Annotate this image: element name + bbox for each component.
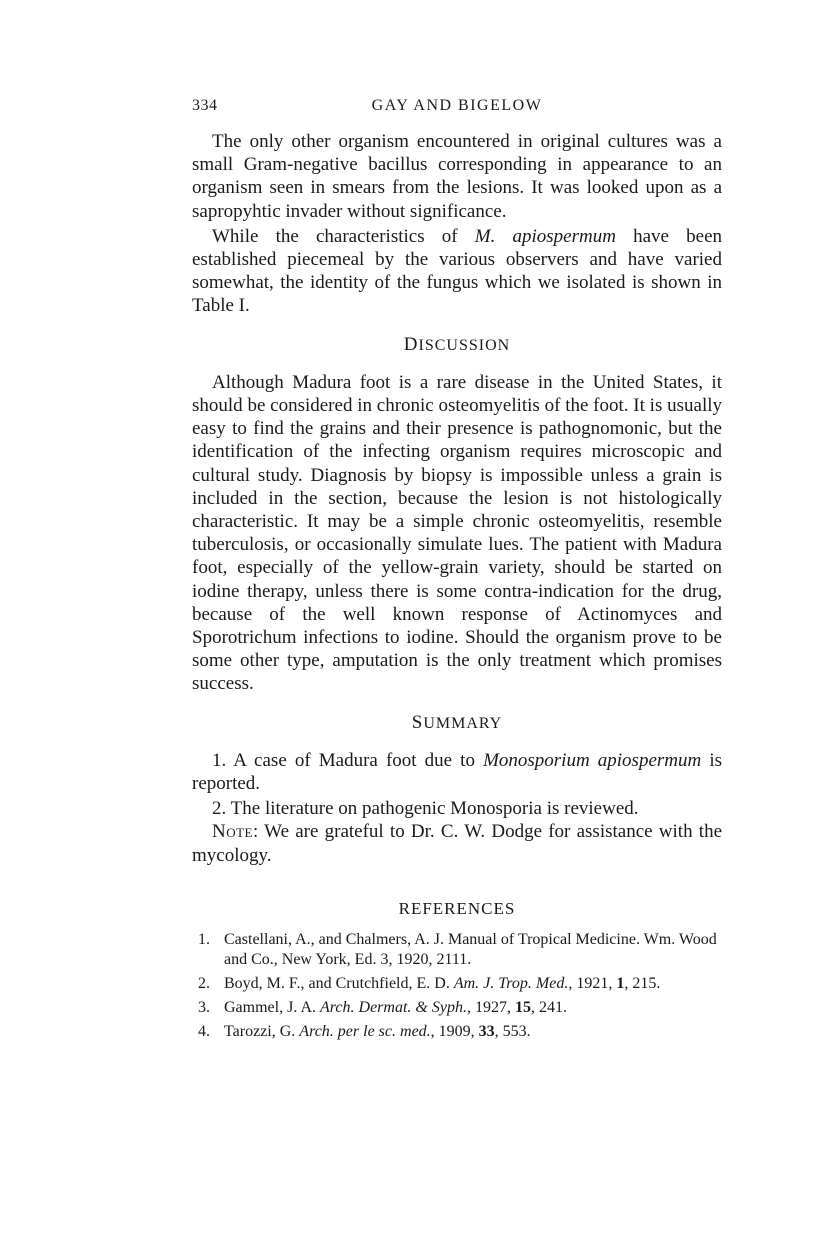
summary-text: is reported. <box>192 749 722 795</box>
journal-volume: 1 <box>616 975 625 993</box>
article-body <box>192 130 722 1046</box>
journal-name: Am. J. Trop. Med. <box>453 975 569 993</box>
reference-authors: Boyd, M. F., and Crutchfield, E. D. <box>224 975 454 993</box>
running-head <box>192 97 722 115</box>
note-label: Note <box>212 821 253 843</box>
species-name: Monosporium apiospermum <box>483 749 702 771</box>
reference-year: , 1927, <box>466 999 515 1017</box>
paragraph-characteristics <box>192 225 722 318</box>
species-name: M. apiospermum <box>474 225 616 247</box>
heading-initial: D <box>403 333 419 355</box>
journal-name: Arch. per le sc. med. <box>299 1023 431 1041</box>
journal-name: Arch. Dermat. & Syph. <box>320 999 467 1017</box>
reference-year: , 1921, <box>568 975 617 993</box>
reference-text <box>220 1022 722 1042</box>
reference-item <box>192 1022 722 1042</box>
running-head-title: GAY AND BIGELOW <box>371 97 543 114</box>
reference-item <box>192 930 722 970</box>
note-paragraph <box>192 820 722 866</box>
journal-volume: 33 <box>478 1023 495 1041</box>
journal-volume: 15 <box>514 999 531 1017</box>
references-list <box>192 930 722 1042</box>
summary-list <box>192 749 722 821</box>
reference-year: , 1909, <box>430 1023 479 1041</box>
reference-authors: Gammel, J. A. <box>224 999 320 1017</box>
summary-heading <box>192 711 722 735</box>
paragraph-text: have been established piecemeal by the various observers and have varied somewhat, the identity of the fungus which we isolated is shown in Table I. <box>192 225 723 317</box>
reference-text <box>220 998 722 1018</box>
summary-item-1 <box>192 749 722 795</box>
reference-page: , 215. <box>624 975 661 993</box>
discussion-heading <box>192 333 722 357</box>
heading-rest: ISCUSSION <box>418 336 511 354</box>
summary-item-2: 2. The literature on pathogenic Monosporia is reviewed. <box>212 798 639 820</box>
reference-page: , 241. <box>530 999 567 1017</box>
heading-initial: S <box>411 711 424 733</box>
summary-text: 1. A case of Madura foot due to <box>212 749 484 771</box>
reference-number: 2. <box>198 975 210 993</box>
paragraph-discussion: Although Madura foot is a rare disease in the United States, it should be considered in chronic osteomyelitis of the foot. It is usually easy to find the grains and their presence is pathognomonic, but the identification of the infecting organism requires microscopic and cultural study. Diagnosis by biopsy is impossible unless a grain is included in the section, because the lesion is not histologically characteristic. It may be a simple chronic osteomyelitis, resemble tuberculosis, or occasionally simulate lues. The patient with Madura foot, especially of the yellow-grain variety, should be started on iodine therapy, unless there is some contra-indication for the drug, because of the well known response of Actinomyces and Sporotrichum infections to iodine. Should the organism prove to be some other type, amputation is the only treatment which promises success. <box>192 371 722 695</box>
reference-number: 3. <box>198 999 210 1017</box>
reference-number: 4. <box>198 1023 210 1041</box>
note-text: : We are grateful to Dr. C. W. Dodge for assistance with the mycology. <box>192 821 722 866</box>
reference-text: Castellani, A., and Chalmers, A. J. Manual of Tropical Medicine. Wm. Wood and Co., New York, Ed. 3, 1920, 2111. <box>224 931 717 969</box>
paragraph-gram-negative: The only other organism encountered in original cultures was a small Gram-negative bacillus corresponding in appearance to an organism seen in smears from the lesions. It was looked upon as a sapropyhtic invader without significance. <box>192 131 722 222</box>
reference-page: , 553. <box>494 1023 531 1041</box>
heading-rest: UMMARY <box>423 714 503 732</box>
reference-authors: Tarozzi, G. <box>224 1023 300 1041</box>
reference-item <box>192 974 722 994</box>
paragraph-text: While the characteristics of <box>212 225 475 247</box>
reference-text <box>220 974 722 994</box>
page-number: 334 <box>192 97 218 114</box>
reference-number: 1. <box>198 931 210 949</box>
reference-item <box>192 998 722 1018</box>
references-heading: REFERENCES <box>398 898 516 918</box>
